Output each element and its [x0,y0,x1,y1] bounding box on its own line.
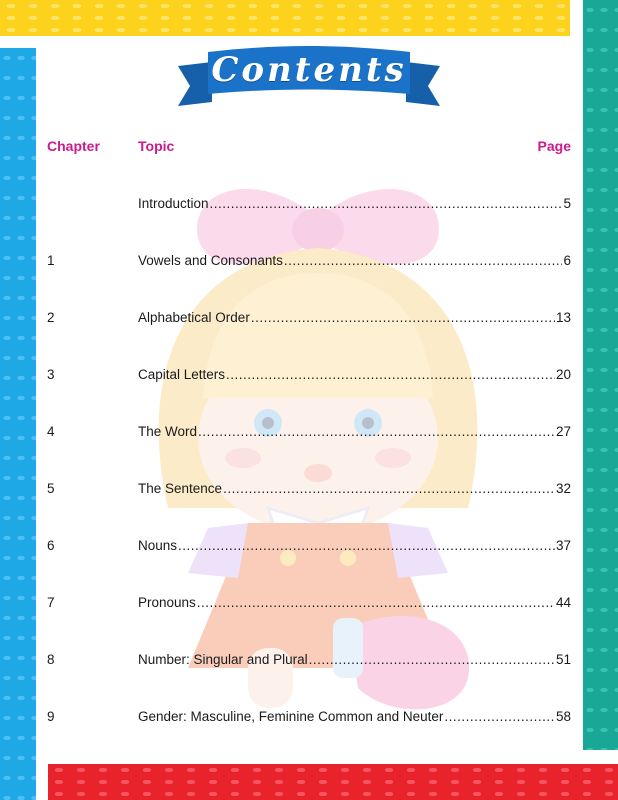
topic-title: Vowels and Consonants [138,253,283,268]
topic-title: The Word [138,424,198,439]
dot-leader [226,367,555,382]
page-number: 6 [563,253,571,268]
dot-leader [251,310,555,325]
left-blue-band [0,48,36,800]
bottom-red-band [48,764,618,800]
contents-banner [178,44,440,110]
toc-entry-chapter-2[interactable] [47,310,571,330]
chapter-column-header: Chapter [47,138,100,154]
topic-title: Alphabetical Order [138,310,250,325]
toc-entry-chapter-8[interactable] [47,652,571,672]
page-column-header: Page [537,138,571,154]
toc-entry-chapter-1[interactable] [47,253,571,273]
toc-entry-introduction[interactable] [47,196,571,216]
chapter-number: 1 [47,253,55,268]
chapter-number: 8 [47,652,55,667]
topic-column-header: Topic [138,138,175,154]
page-number: 5 [563,196,571,211]
toc-entry-chapter-3[interactable] [47,367,571,387]
page-number: 32 [555,481,571,496]
dot-leader [284,253,563,268]
topic-title: Gender: Masculine, Feminine Common and Neuter [138,709,444,724]
toc-entry-chapter-4[interactable] [47,424,571,444]
page-number: 58 [555,709,571,724]
chapter-number: 4 [47,424,55,439]
dot-leader [309,652,555,667]
chapter-number: 6 [47,538,55,553]
dot-leader [178,538,555,553]
page-title: Contents [211,50,407,90]
page-number: 37 [555,538,571,553]
toc-entry-chapter-6[interactable] [47,538,571,558]
toc-entry-chapter-5[interactable] [47,481,571,501]
right-teal-band [583,0,618,750]
dot-leader [197,595,555,610]
topic-title: Nouns [138,538,178,553]
page-number: 44 [555,595,571,610]
toc-entry-chapter-7[interactable] [47,595,571,615]
dot-leader [223,481,555,496]
topic-title: Introduction [138,196,209,211]
page-number: 13 [555,310,571,325]
topic-title: Pronouns [138,595,196,610]
chapter-number: 9 [47,709,55,724]
chapter-number: 2 [47,310,55,325]
page-number: 51 [555,652,571,667]
topic-title: The Sentence [138,481,223,496]
page-number: 20 [555,367,571,382]
chapter-number: 5 [47,481,55,496]
topic-title: Capital Letters [138,367,226,382]
top-yellow-band [0,0,570,36]
dot-leader [210,196,563,211]
chapter-number: 7 [47,595,55,610]
dot-leader [198,424,555,439]
dot-leader [444,709,555,724]
chapter-number: 3 [47,367,55,382]
page-number: 27 [555,424,571,439]
toc-entry-chapter-9[interactable] [47,709,571,729]
topic-title: Number: Singular and Plural [138,652,308,667]
